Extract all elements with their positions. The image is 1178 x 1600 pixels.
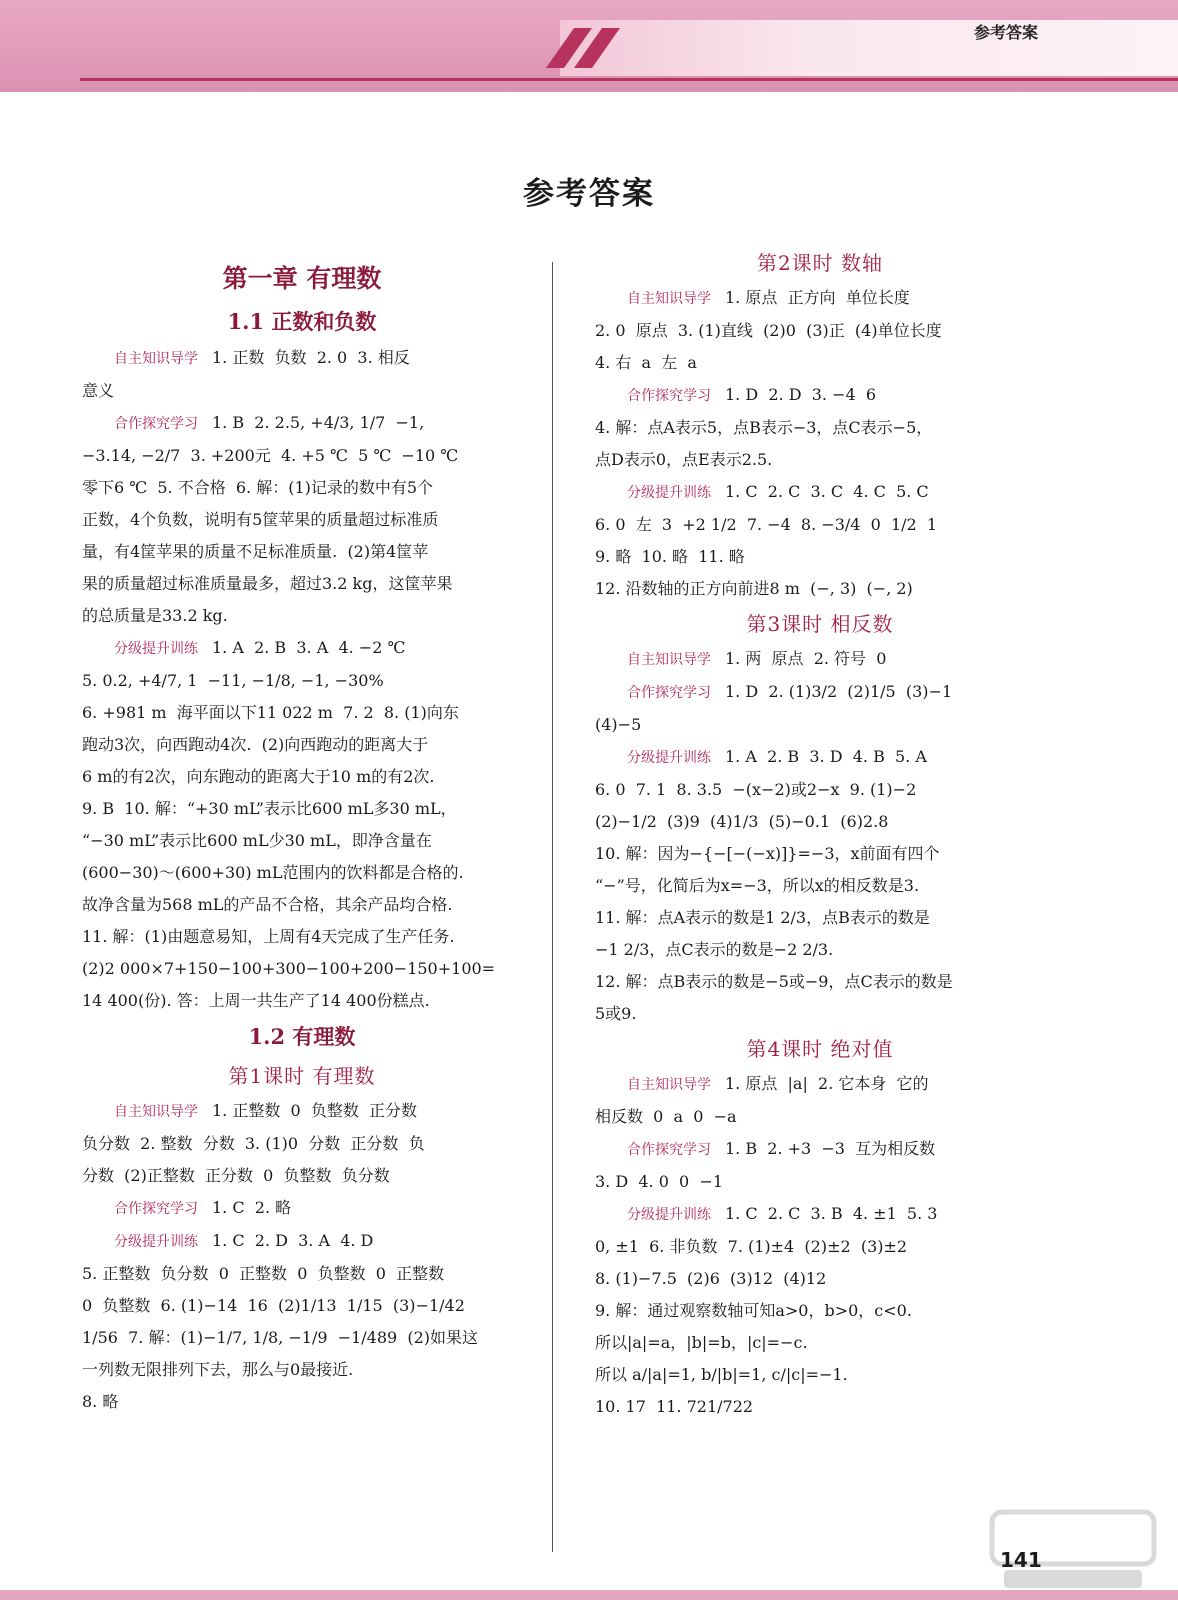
answer-line: 6. 0 左 3 +2 1/2 7. −4 8. −3/4 0 1/2 1 bbox=[595, 515, 938, 534]
answer-line: 分级提升训练 1. C 2. C 3. B 4. ±1 5. 3 bbox=[627, 1204, 938, 1223]
answer-line: 零下6 ℃ 5. 不合格 6. 解：(1)记录的数中有5个 bbox=[82, 478, 434, 497]
answer-line: 0, ±1 6. 非负数 7. (1)±4 (2)±2 (3)±2 bbox=[595, 1237, 908, 1256]
subsection-tag: 自主知识导学 bbox=[627, 291, 711, 307]
answer-line: 10. 17 11. 721/722 bbox=[595, 1397, 754, 1416]
answer-line: 的总质量是33.2 kg. bbox=[82, 606, 228, 625]
answer-line: 8. 略 bbox=[82, 1392, 119, 1411]
answer-line: 负分数 2. 整数 分数 3. (1)0 分数 正分数 负 bbox=[82, 1134, 425, 1153]
answer-line: 分级提升训练 1. A 2. B 3. D 4. B 5. A bbox=[627, 747, 927, 766]
section-heading: 1.2 有理数 bbox=[248, 1024, 356, 1049]
subsection-tag: 分级提升训练 bbox=[627, 485, 711, 501]
answer-line: 5. 0.2, +4/7, 1 −11, −1/8, −1, −30% bbox=[82, 671, 384, 690]
subsection-tag: 分级提升训练 bbox=[627, 1207, 711, 1223]
answer-line: 故净含量为568 mL的产品不合格，其余产品均合格. bbox=[82, 895, 453, 914]
answer-line: 相反数 0 a 0 −a bbox=[595, 1107, 737, 1126]
answer-line: 5或9. bbox=[595, 1004, 637, 1023]
answer-line: 0 负整数 6. (1)−14 16 (2)1/13 1/15 (3)−1/42 bbox=[82, 1296, 465, 1315]
answer-line: 1/56 7. 解：(1)−1/7, 1/8, −1/9 −1/489 (2)如果这 bbox=[82, 1328, 479, 1347]
answer-line: 合作探究学习 1. B 2. 2.5, +4/3, 1/7 −1, bbox=[114, 413, 425, 432]
subsection-tag: 分级提升训练 bbox=[114, 641, 198, 657]
answer-line: 正数，4个负数，说明有5筐苹果的质量超过标准质 bbox=[82, 510, 439, 529]
subsection-tag: 合作探究学习 bbox=[114, 1201, 198, 1217]
answer-line: −1 2/3，点C表示的数是−2 2/3. bbox=[595, 940, 834, 959]
subsection-tag: 自主知识导学 bbox=[627, 652, 711, 668]
answer-line: 分级提升训练 1. C 2. D 3. A 4. D bbox=[114, 1231, 374, 1250]
answer-line: 6. +981 m 海平面以下11 022 m 7. 2 8. (1)向东 bbox=[82, 703, 459, 722]
answer-line: 14 400(份). 答：上周一共生产了14 400份糕点. bbox=[82, 991, 430, 1010]
answer-line: 自主知识导学 1. 原点 正方向 单位长度 bbox=[627, 288, 910, 307]
page-title: 参考答案 bbox=[523, 176, 655, 212]
answer-line: (4)−5 bbox=[595, 715, 642, 734]
answer-line: 所以 a/|a|=1, b/|b|=1, c/|c|=−1. bbox=[595, 1365, 848, 1384]
subsection-tag: 分级提升训练 bbox=[114, 1234, 198, 1250]
answer-line: 10. 解：因为−{−[−(−x)]}=−3，x前面有四个 bbox=[595, 844, 940, 863]
left-column bbox=[82, 256, 522, 1418]
chapter-heading: 第一章 有理数 bbox=[222, 264, 382, 293]
running-header: 参考答案 bbox=[973, 23, 1038, 42]
watermark-logo-icon bbox=[988, 1506, 1158, 1596]
answer-line: 合作探究学习 1. D 2. D 3. −4 6 bbox=[627, 385, 876, 404]
answer-line: 一列数无限排列下去，那么与0最接近. bbox=[82, 1360, 354, 1379]
answer-line: 9. 略 10. 略 11. 略 bbox=[595, 547, 745, 566]
subsection-tag: 自主知识导学 bbox=[114, 1104, 198, 1120]
answer-line: 6 m的有2次，向东跑动的距离大于10 m的有2次. bbox=[82, 767, 435, 786]
answer-line: 9. B 10. 解：“+30 mL”表示比600 mL多30 mL， bbox=[82, 799, 457, 818]
answer-line: 9. 解：通过观察数轴可知a>0，b>0，c<0. bbox=[595, 1301, 912, 1320]
lesson-heading: 第2课时 数轴 bbox=[756, 251, 884, 275]
subsection-tag: 合作探究学习 bbox=[627, 1142, 711, 1158]
answer-line: 合作探究学习 1. B 2. +3 −3 互为相反数 bbox=[627, 1139, 936, 1158]
watermark-logo bbox=[988, 1506, 1158, 1596]
section-heading: 1.1 正数和负数 bbox=[227, 309, 377, 334]
answer-line: 8. (1)−7.5 (2)6 (3)12 (4)12 bbox=[595, 1269, 827, 1288]
answer-line: 意义 bbox=[82, 381, 115, 400]
answer-line: 分数 (2)正整数 正分数 0 负整数 负分数 bbox=[82, 1166, 390, 1185]
answer-line: 分级提升训练 1. C 2. C 3. C 4. C 5. C bbox=[627, 482, 929, 501]
page-number: 141 bbox=[1000, 1548, 1042, 1572]
answer-line: 合作探究学习 1. D 2. (1)3/2 (2)1/5 (3)−1 bbox=[627, 682, 953, 701]
answer-line: 分级提升训练 1. A 2. B 3. A 4. −2 ℃ bbox=[114, 638, 406, 657]
answer-line: 合作探究学习 1. C 2. 略 bbox=[114, 1198, 292, 1217]
answer-line: 11. 解：(1)由题意易知，上周有4天完成了生产任务. bbox=[82, 927, 455, 946]
answer-line: 12. 沿数轴的正方向前进8 m (−, 3) (−, 2) bbox=[595, 579, 913, 598]
subsection-tag: 自主知识导学 bbox=[627, 1077, 711, 1093]
answer-line: 点D表示0，点E表示2.5. bbox=[595, 450, 773, 469]
answer-line: 5. 正整数 负分数 0 正整数 0 负整数 0 正整数 bbox=[82, 1264, 445, 1283]
subsection-tag: 自主知识导学 bbox=[114, 351, 198, 367]
answer-line: −3.14, −2/7 3. +200元 4. +5 ℃ 5 ℃ −10 ℃ bbox=[82, 446, 459, 465]
column-divider bbox=[552, 262, 553, 1552]
answer-line: (2)−1/2 (3)9 (4)1/3 (5)−0.1 (6)2.8 bbox=[595, 812, 889, 831]
header-rule bbox=[80, 78, 1178, 81]
answer-line: “−”号，化简后为x=−3，所以x的相反数是3. bbox=[595, 876, 920, 895]
lesson-heading: 第4课时 绝对值 bbox=[746, 1037, 894, 1061]
lesson-heading: 第3课时 相反数 bbox=[746, 612, 894, 636]
answer-line: 6. 0 7. 1 8. 3.5 −(x−2)或2−x 9. (1)−2 bbox=[595, 780, 917, 799]
answer-line: (2)2 000×7+150−100+300−100+200−150+100= bbox=[82, 959, 496, 978]
answer-line: 11. 解：点A表示的数是1 2/3，点B表示的数是 bbox=[595, 908, 930, 927]
answer-line: 自主知识导学 1. 正数 负数 2. 0 3. 相反 bbox=[114, 348, 410, 367]
subsection-tag: 合作探究学习 bbox=[627, 685, 711, 701]
answer-line: “−30 mL”表示比600 mL少30 mL，即净含量在 bbox=[82, 831, 432, 850]
lesson-heading: 第1课时 有理数 bbox=[228, 1064, 376, 1088]
answer-line: 量，有4筐苹果的质量不足标准质量. (2)第4筐苹 bbox=[82, 542, 429, 561]
answer-line: 果的质量超过标准质量最多，超过3.2 kg，这筐苹果 bbox=[82, 574, 453, 593]
answer-line: 3. D 4. 0 0 −1 bbox=[595, 1172, 723, 1191]
answer-line: 所以|a|=a，|b|=b，|c|=−c. bbox=[595, 1333, 808, 1352]
answer-line: 自主知识导学 1. 两 原点 2. 符号 0 bbox=[627, 649, 887, 668]
answer-line: 12. 解：点B表示的数是−5或−9，点C表示的数是 bbox=[595, 972, 953, 991]
answer-line: 2. 0 原点 3. (1)直线 (2)0 (3)正 (4)单位长度 bbox=[595, 321, 942, 340]
answer-line: 跑动3次，向西跑动4次. (2)向西跑动的距离大于 bbox=[82, 735, 429, 754]
subsection-tag: 合作探究学习 bbox=[114, 416, 198, 432]
answer-line: (600−30)～(600+30) mL范围内的饮料都是合格的. bbox=[82, 863, 464, 882]
subsection-tag: 合作探究学习 bbox=[627, 388, 711, 404]
subsection-tag: 分级提升训练 bbox=[627, 750, 711, 766]
header-stripe bbox=[560, 20, 1178, 76]
right-column bbox=[595, 244, 1045, 1423]
answer-line: 自主知识导学 1. 原点 |a| 2. 它本身 它的 bbox=[627, 1074, 929, 1093]
answer-line: 4. 右 a 左 a bbox=[595, 353, 697, 372]
answer-line: 自主知识导学 1. 正整数 0 负整数 正分数 bbox=[114, 1101, 418, 1120]
footer-band bbox=[0, 1590, 1178, 1600]
answer-line: 4. 解：点A表示5，点B表示−3，点C表示−5， bbox=[595, 418, 933, 437]
